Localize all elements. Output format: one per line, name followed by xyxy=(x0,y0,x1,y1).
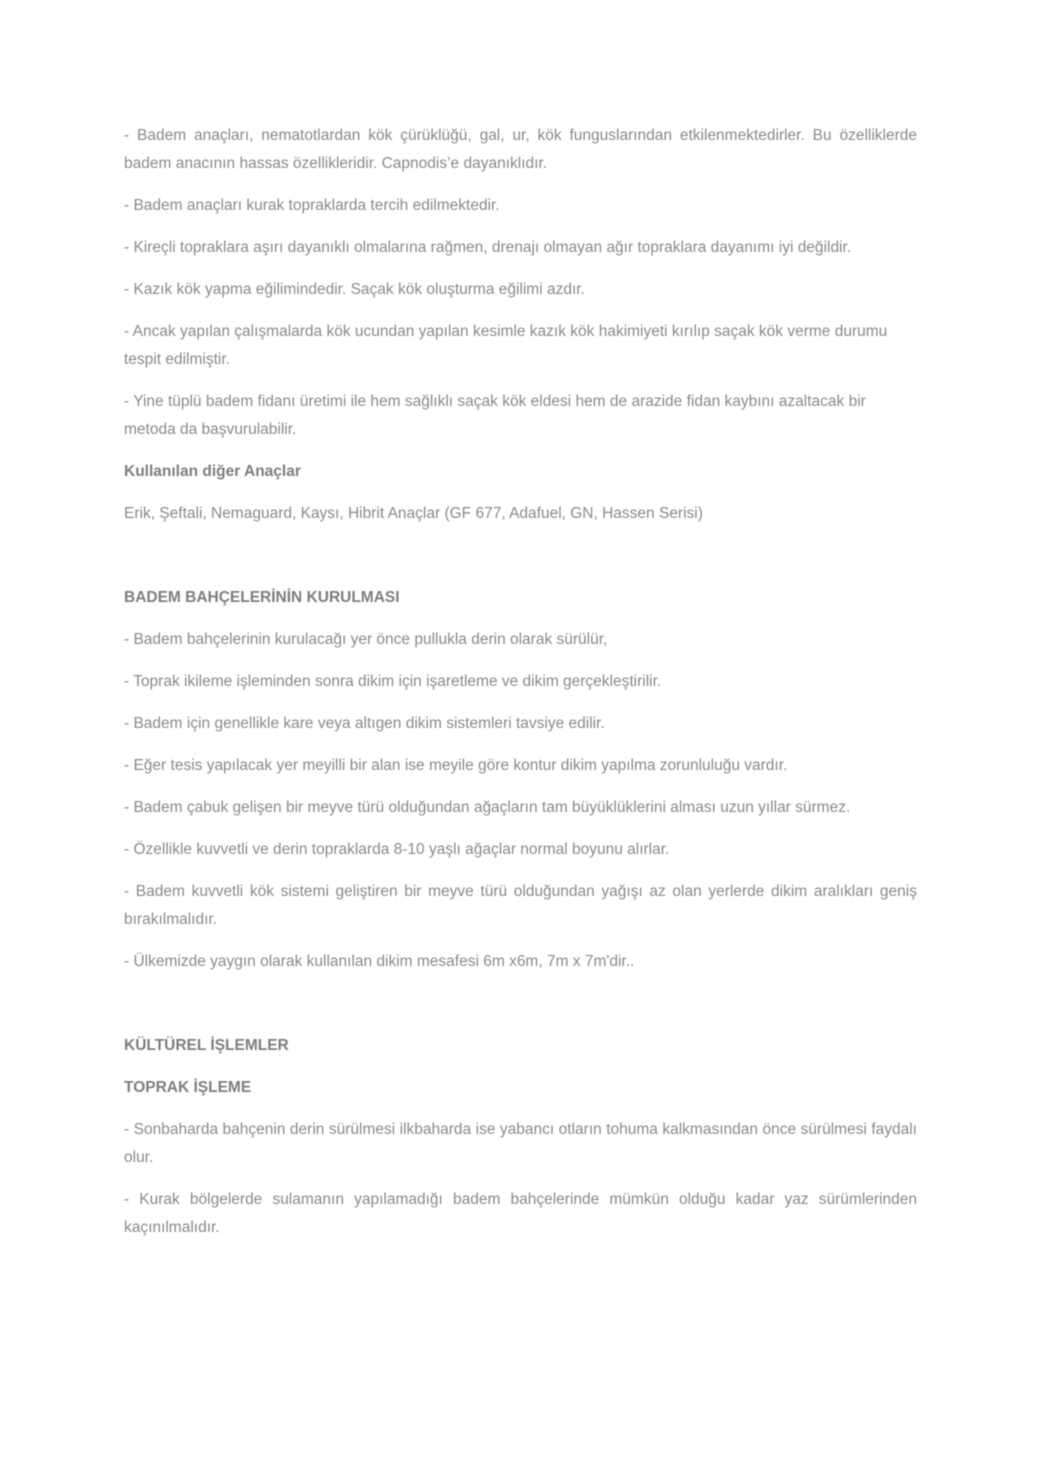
paragraph-taproot: - Kazık kök yapma eğilimindedir. Saçak kök oluşturma eğilimi azdır. xyxy=(124,281,585,298)
paragraph-dry-soils: - Badem anaçları kurak topraklarda tercih edilmektedir. xyxy=(124,197,500,214)
paragraph-rootstock-diseases: - Badem anaçları, nematotlardan kök çürüklüğü, gal, ur, kök funguslarından etkilenmektedirler. Bu özelliklerde badem anacının hassas özellikleridir. Capnodis’e dayanıklıdır. xyxy=(124,127,917,172)
subheading-soil-tillage: TOPRAK İŞLEME xyxy=(124,1079,252,1096)
paragraph-autumn-tillage: - Sonbaharda bahçenin derin sürülmesi ilkbaharda ise yabancı otların tohuma kalkmasından önce sürülmesi faydalı olur. xyxy=(124,1121,917,1166)
paragraph-wide-spacing: - Badem kuvvetli kök sistemi geliştiren bir meyve türü olduğundan yağışı az olan yerlerde dikim aralıkları geniş bırakılmalıdır. xyxy=(124,883,917,928)
paragraph-summer-tillage: - Kurak bölgelerde sulamanın yapılamadığı badem bahçelerinde mümkün olduğu kadar yaz sürümlerinden kaçınılmalıdır. xyxy=(124,1191,917,1236)
section-spacer xyxy=(124,542,917,584)
paragraph-plowing: - Badem bahçelerinin kurulacağı yer önce pullukla derin olarak sürülür, xyxy=(124,631,608,648)
heading-other-rootstocks: Kullanılan diğer Anaçlar xyxy=(124,463,301,480)
heading-cultural-practices: KÜLTÜREL İŞLEMLER xyxy=(124,1037,289,1054)
paragraph-planting-distance: - Ülkemizde yaygın olarak kullanılan dikim mesafesi 6m x6m, 7m x 7m'dir.. xyxy=(124,953,635,970)
paragraph-tree-size: - Özellikle kuvvetli ve derin topraklarda 8-10 yaşlı ağaçlar normal boyunu alırlar. xyxy=(124,841,670,858)
paragraph-calcareous-soils: - Kireçli topraklara aşırı dayanıklı olmalarına rağmen, drenajı olmayan ağır topraklara dayanımı iyi değildir. xyxy=(124,239,852,256)
heading-orchard-establishment: BADEM BAHÇELERİNİN KURULMASI xyxy=(124,589,400,606)
document-page xyxy=(124,122,917,1256)
section-spacer xyxy=(124,990,917,1032)
paragraph-marking-planting: - Toprak ikileme işleminden sonra dikim için işaretleme ve dikim gerçekleştirilir. xyxy=(124,673,662,690)
paragraph-fast-growth: - Badem çabuk gelişen bir meyve türü olduğundan ağaçların tam büyüklüklerini alması uzun yıllar sürmez. xyxy=(124,799,851,816)
paragraph-contour-planting: - Eğer tesis yapılacak yer meyilli bir alan ise meyile göre kontur dikim yapılma zorunluluğu vardır. xyxy=(124,757,788,774)
paragraph-root-cutting: - Ancak yapılan çalışmalarda kök ucundan yapılan kesimle kazık kök hakimiyeti kırılıp saçak kök verme durumu tespit edilmiştir. xyxy=(124,323,888,368)
paragraph-tube-sapling: - Yine tüplü badem fidanı üretimi ile hem sağlıklı saçak kök eldesi hem de arazide fidan kaybını azaltacak bir metoda da başvurulabilir. xyxy=(124,393,866,438)
paragraph-planting-systems: - Badem için genellikle kare veya altıgen dikim sistemleri tavsiye edilir. xyxy=(124,715,605,732)
paragraph-other-rootstocks: Erik, Şeftali, Nemaguard, Kaysı, Hibrit Anaçlar (GF 677, Adafuel, GN, Hassen Serisi) xyxy=(124,505,703,522)
